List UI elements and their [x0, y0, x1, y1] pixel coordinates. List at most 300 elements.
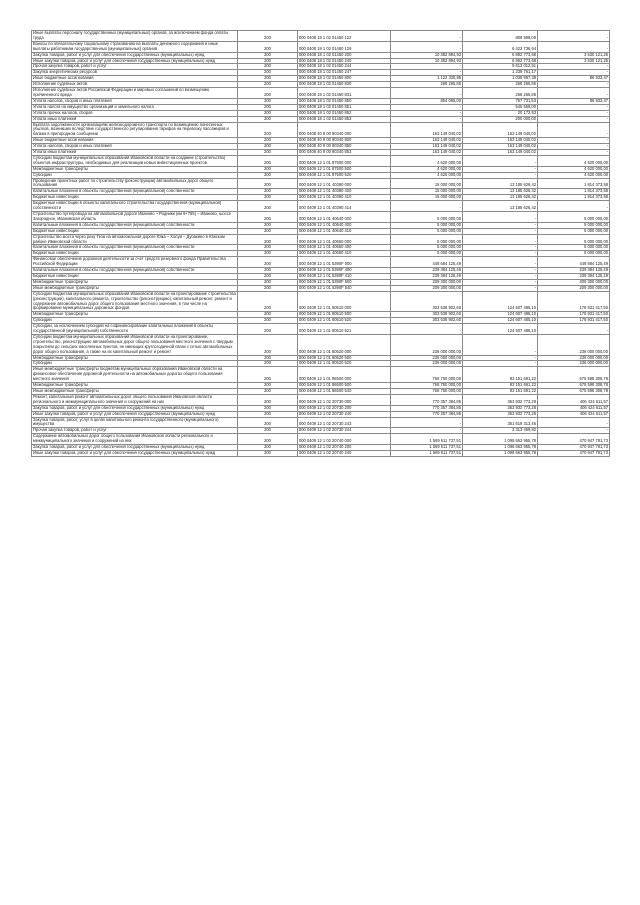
unexecuted-amount-cell: - — [538, 116, 610, 122]
executed-amount-cell: 20 172,53 — [463, 110, 538, 116]
row-code-cell: 200 — [238, 279, 298, 285]
budget-code-cell: 000 0408 40 9 00 90340 853 — [298, 150, 391, 156]
row-name-cell: Бюджетные инвестиции — [32, 195, 238, 201]
unexecuted-amount-cell: - — [538, 41, 610, 52]
row-name-cell: Бюджетные инвестиции в объекты капитального строительства государственной (муниципальной) собственности — [32, 201, 238, 212]
row-code-cell: 200 — [238, 234, 298, 245]
row-name-cell: Иные бюджетные ассигнования — [32, 76, 238, 82]
executed-amount-cell: 268 265,85 — [463, 88, 538, 99]
executed-amount-cell: 2 313 459,82 — [463, 428, 538, 434]
row-code-cell: 200 — [238, 228, 298, 234]
row-name-cell: Бюджетные инвестиции — [32, 228, 238, 234]
row-name-cell: Проведение проектных работ по строительству (реконструкции) автомобильных дорог общего пользования — [32, 178, 238, 189]
executed-amount-cell: 6 852 773,68 — [463, 58, 538, 64]
executed-amount-cell: 163 149 040,02 — [463, 138, 538, 144]
row-code-cell: 200 — [238, 268, 298, 274]
row-name-cell: Иные выплаты персоналу государственных (муниципальных) органов, за исключением фонда оплаты труда — [32, 31, 238, 42]
budget-code-cell: 000 0408 40 9 00 90340 800 — [298, 138, 391, 144]
table-row — [32, 178, 610, 189]
unexecuted-amount-cell: 1 814 373,58 — [538, 189, 610, 195]
executed-amount-cell: 124 607 485,10 — [463, 312, 538, 318]
executed-amount-cell: - — [463, 257, 538, 268]
row-name-cell: Капитальные вложения в объекты государственной (муниципальной) собственности — [32, 268, 238, 274]
row-code-cell: 200 — [238, 324, 298, 335]
row-name-cell: Субсидии бюджетам муниципальных образований Ивановской области на проектирование строительства (реконструкции), капитального ремонта, строительство (реконструкцию), капитальный ремонт, ремонт и содержание автомобильных дорог общего пользования местного значения, в том числе на формирование муниципальных дорожных фондов — [33, 291, 236, 311]
approved-amount-cell: - — [391, 70, 463, 76]
budget-code-cell: 000 0409 12 1 01 40390 000 — [298, 178, 391, 189]
executed-amount-cell: - — [463, 212, 538, 223]
executed-amount-cell: 361 619 313,46 — [463, 417, 538, 428]
approved-amount-cell: 5 000 000,00 — [391, 245, 463, 251]
executed-amount-cell: - — [463, 279, 538, 285]
row-name-cell: Ремонт, капитальный ремонт автомобильных дорог общего пользования Ивановской области регионального и межмуниципального значения и сооружений на них — [32, 394, 238, 405]
row-name-cell: Субсидии — [32, 318, 238, 324]
executed-amount-cell: - — [463, 268, 538, 274]
executed-amount-cell: 124 607 485,10 — [463, 291, 538, 312]
budget-code-cell: 000 0409 12 1 01 80520 000 — [298, 334, 391, 355]
row-name-cell: Закупка товаров, работ и услуг для обеспечения государственных (муниципальных) нужд — [32, 405, 238, 411]
row-code-cell: 200 — [238, 144, 298, 150]
row-code-cell: 200 — [238, 201, 298, 212]
row-code-cell: 200 — [238, 450, 298, 456]
row-name-cell: Уплата иных платежей — [32, 150, 238, 156]
row-code-cell: 200 — [238, 389, 298, 395]
budget-code-cell: 000 0409 12 1 01 86500 000 — [298, 367, 391, 383]
executed-amount-cell: 93 151 691,22 — [463, 389, 538, 395]
unexecuted-amount-cell: 406 424 611,57 — [538, 394, 610, 405]
budget-code-cell: 000 0408 40 9 00 90340 850 — [298, 144, 391, 150]
budget-code-cell: 000 0409 12 1 01 86500 540 — [298, 389, 391, 395]
row-name-cell: Иные межбюджетные трансферты — [32, 389, 238, 395]
approved-amount-cell: - — [391, 324, 463, 335]
executed-amount-cell: - — [463, 166, 538, 172]
budget-code-cell: 000 0408 18 1 02 01450 852 — [298, 110, 391, 116]
budget-code-cell: 000 0409 12 1 02 20740 240 — [298, 450, 391, 456]
unexecuted-amount-cell: - — [538, 144, 610, 150]
executed-amount-cell: 545 559,00 — [463, 104, 538, 110]
unexecuted-amount-cell: 239 384 125,49 — [538, 268, 610, 274]
approved-amount-cell: 239 384 125,49 — [391, 268, 463, 274]
unexecuted-amount-cell: 5 000 000,00 — [538, 212, 610, 223]
unexecuted-amount-cell: 406 424 611,57 — [538, 405, 610, 411]
row-code-cell: 200 — [238, 58, 298, 64]
budget-code-cell: 000 0408 18 1 02 01450 129 — [298, 41, 391, 52]
budget-code-cell: 000 0409 12 1 02 20730 000 — [298, 394, 391, 405]
executed-amount-cell: 363 932 773,28 — [463, 405, 538, 411]
approved-amount-cell: 768 750 000,00 — [391, 367, 463, 383]
row-code-cell: 200 — [238, 411, 298, 417]
row-name-cell: Межбюджетные трансферты — [32, 166, 238, 172]
unexecuted-amount-cell: - — [538, 82, 610, 88]
row-code-cell: 200 — [238, 76, 298, 82]
row-name-cell: Иные межбюджетные трансферты — [32, 285, 238, 291]
approved-amount-cell: 209 300 000,00 — [391, 285, 463, 291]
executed-amount-cell: 13 185 626,42 — [463, 189, 538, 195]
budget-code-cell: 000 0409 12 1 01 80520 520 — [298, 361, 391, 367]
executed-amount-cell: 6 423 736,64 — [463, 41, 538, 52]
approved-amount-cell: 236 000 000,00 — [391, 355, 463, 361]
executed-amount-cell: 1 098 663 955,78 — [463, 434, 538, 445]
row-name-cell: Уплата иных платежей — [32, 116, 238, 122]
unexecuted-amount-cell: 239 384 125,49 — [538, 273, 610, 279]
approved-amount-cell: 303 538 902,60 — [391, 318, 463, 324]
approved-amount-cell: 768 750 000,00 — [391, 389, 463, 395]
executed-amount-cell: 163 149 040,02 — [463, 150, 538, 156]
approved-amount-cell: 303 538 902,60 — [391, 312, 463, 318]
table-row — [32, 41, 610, 52]
approved-amount-cell: 303 538 902,60 — [391, 291, 463, 312]
row-name-cell: Капитальные вложения в объекты государственной (муниципальной) собственности — [32, 189, 238, 195]
executed-amount-cell: - — [463, 155, 538, 166]
approved-amount-cell: - — [391, 417, 463, 428]
table-row — [32, 104, 610, 110]
approved-amount-cell: 5 000 000,00 — [391, 234, 463, 245]
executed-amount-cell: - — [463, 228, 538, 234]
unexecuted-amount-cell: - — [538, 122, 610, 138]
budget-code-cell: 000 0409 12 1 01 87500 000 — [298, 155, 391, 166]
unexecuted-amount-cell: 5 000 000,00 — [538, 251, 610, 257]
row-name-cell: Закупка товаров, работ, услуг в целях капитального ремонта государственного (муниципального) имущества — [32, 417, 238, 428]
row-code-cell: 200 — [238, 88, 298, 99]
row-name-cell: Закупка энергетических ресурсов — [32, 70, 238, 76]
executed-amount-cell: 767 731,53 — [463, 98, 538, 104]
row-name-cell: Субсидии — [32, 172, 238, 178]
budget-code-cell: 000 0409 12 1 01 80510 521 — [298, 324, 391, 335]
executed-amount-cell: - — [463, 251, 538, 257]
unexecuted-amount-cell: 209 300 000,00 — [538, 285, 610, 291]
row-code-cell: 200 — [238, 189, 298, 195]
approved-amount-cell: 1 569 611 737,51 — [391, 450, 463, 456]
row-name-cell: Прочая закупка товаров, работ и услуг — [32, 428, 238, 434]
row-code-cell: 200 — [238, 273, 298, 279]
unexecuted-amount-cell: 5 000 000,00 — [538, 222, 610, 228]
approved-amount-cell: 239 384 125,49 — [391, 273, 463, 279]
executed-amount-cell: - — [463, 355, 538, 361]
budget-code-cell: 000 0409 12 1 01 40650 000 — [298, 234, 391, 245]
executed-amount-cell: 163 149 040,02 — [463, 122, 538, 138]
budget-code-cell: 000 0409 12 1 02 20730 243 — [298, 417, 391, 428]
approved-amount-cell: 163 149 040,02 — [391, 150, 463, 156]
budget-code-cell: 000 0408 18 1 02 01450 831 — [298, 88, 391, 99]
row-name-cell: Закупка товаров, работ и услуг для обеспечения государственных (муниципальных) нужд — [32, 445, 238, 451]
unexecuted-amount-cell: 236 000 000,00 — [538, 361, 610, 367]
unexecuted-amount-cell: 675 598 308,78 — [538, 367, 610, 383]
approved-amount-cell: 15 000 000,00 — [391, 178, 463, 189]
approved-amount-cell: 5 000 000,00 — [391, 212, 463, 223]
row-name-cell: Уплата прочих налогов, сборов — [32, 110, 238, 116]
approved-amount-cell: - — [391, 110, 463, 116]
row-name-cell: Уплата налогов, сборов и иных платежей — [32, 144, 238, 150]
row-code-cell: 200 — [238, 355, 298, 361]
budget-code-cell: 000 0408 18 1 02 01450 244 — [298, 64, 391, 70]
approved-amount-cell: 4 620 000,00 — [391, 172, 463, 178]
row-name-cell: Субсидии — [32, 361, 238, 367]
approved-amount-cell: - — [391, 116, 463, 122]
approved-amount-cell: 15 000 000,00 — [391, 195, 463, 201]
executed-amount-cell: 809 598,09 — [463, 31, 538, 42]
budget-code-cell: 000 0409 12 1 01 40640 000 — [298, 212, 391, 223]
table-row — [32, 234, 610, 245]
approved-amount-cell: 5 000 000,00 — [391, 222, 463, 228]
row-code-cell: 200 — [238, 212, 298, 223]
row-code-cell: 200 — [238, 122, 298, 138]
row-name-cell: Уплата налогов, сборов и иных платежей — [32, 98, 238, 104]
budget-code-cell: 000 0408 18 1 02 01450 240 — [298, 58, 391, 64]
approved-amount-cell: - — [391, 41, 463, 52]
row-code-cell: 200 — [238, 285, 298, 291]
row-code-cell: 200 — [238, 41, 298, 52]
unexecuted-amount-cell: 86 933,47 — [538, 76, 610, 82]
table-row — [32, 52, 610, 58]
approved-amount-cell: 854 065,00 — [391, 98, 463, 104]
executed-amount-cell: 363 932 773,28 — [463, 394, 538, 405]
row-code-cell: 200 — [238, 428, 298, 434]
budget-code-cell: 000 0409 12 1 02 20730 244 — [298, 428, 391, 434]
row-name-cell: Закупка товаров, работ и услуг для обеспечения государственных (муниципальных) нужд — [32, 52, 238, 58]
row-code-cell: 200 — [238, 222, 298, 228]
unexecuted-amount-cell: 1 814 373,58 — [538, 195, 610, 201]
budget-code-cell: 000 0409 12 1 01 87500 520 — [298, 172, 391, 178]
budget-code-cell: 000 0409 12 1 01 5390F 540 — [298, 285, 391, 291]
approved-amount-cell: 5 000 000,00 — [391, 228, 463, 234]
unexecuted-amount-cell: 178 931 417,50 — [538, 291, 610, 312]
budget-code-cell: 000 0409 12 1 01 40390 410 — [298, 195, 391, 201]
row-name-cell: Бюджетные инвестиции — [32, 251, 238, 257]
budget-code-cell: 000 0408 18 1 02 01450 853 — [298, 116, 391, 122]
approved-amount-cell: - — [391, 64, 463, 70]
row-name-cell: Капитальные вложения в объекты государственной (муниципальной) собственности — [32, 222, 238, 228]
row-name-cell: Выплата задолженности организациям железнодорожного транспорта по возмещению понесенных убытков, возникших вследствие государственного регулирования тарифов на перевозку пассажиров и багажа в пригородном сообщении — [32, 122, 238, 138]
row-name-cell: Иные бюджетные ассигнования — [32, 138, 238, 144]
approved-amount-cell: 209 300 000,00 — [391, 279, 463, 285]
unexecuted-amount-cell: 470 947 781,73 — [538, 445, 610, 451]
row-code-cell: 200 — [238, 98, 298, 104]
table-row — [32, 367, 610, 383]
unexecuted-amount-cell: 5 000 000,00 — [538, 228, 610, 234]
table-row — [32, 58, 610, 64]
unexecuted-amount-cell: - — [538, 324, 610, 335]
unexecuted-amount-cell: - — [538, 110, 610, 116]
unexecuted-amount-cell: 236 000 000,00 — [538, 334, 610, 355]
unexecuted-amount-cell: 3 530 121,25 — [538, 58, 610, 64]
row-name-cell: Капитальные вложения в объекты государственной (муниципальной) собственности — [32, 245, 238, 251]
budget-code-cell: 000 0409 12 1 01 80510 520 — [298, 318, 391, 324]
row-code-cell: 200 — [238, 110, 298, 116]
executed-amount-cell: 268 265,85 — [463, 82, 538, 88]
approved-amount-cell: 770 357 384,85 — [391, 411, 463, 417]
budget-code-cell: 000 0408 18 1 02 01450 830 — [298, 82, 391, 88]
table-row — [32, 411, 610, 417]
unexecuted-amount-cell: 4 620 000,00 — [538, 166, 610, 172]
approved-amount-cell: 10 382 894,93 — [391, 58, 463, 64]
executed-amount-cell: 13 185 626,42 — [463, 201, 538, 212]
executed-amount-cell: 163 149 040,02 — [463, 144, 538, 150]
executed-amount-cell: 200 000,00 — [463, 116, 538, 122]
row-code-cell: 200 — [238, 318, 298, 324]
unexecuted-amount-cell: 675 598 308,78 — [538, 389, 610, 395]
unexecuted-amount-cell: - — [538, 428, 610, 434]
row-code-cell: 200 — [238, 195, 298, 201]
budget-code-cell: 000 0409 12 1 01 40390 414 — [298, 201, 391, 212]
unexecuted-amount-cell: - — [538, 417, 610, 428]
row-name-cell: Межбюджетные трансферты — [32, 355, 238, 361]
row-name-cell: Взносы по обязательному социальному страхованию на выплаты денежного содержания и иные выплаты работникам государственных (муниципальных) органов — [32, 41, 238, 52]
approved-amount-cell: - — [391, 201, 463, 212]
approved-amount-cell: - — [391, 88, 463, 99]
budget-code-cell: 000 0408 18 1 02 01450 247 — [298, 70, 391, 76]
table-row — [32, 291, 610, 312]
executed-amount-cell: 1 098 663 955,78 — [463, 450, 538, 456]
table-row — [32, 88, 610, 99]
budget-code-cell: 000 0409 12 1 01 5390F 410 — [298, 273, 391, 279]
row-name-cell: Иные межбюджетные трансферты бюджетам муниципальных образований Ивановской области на финансовое обеспечение дорожной деятельности на автомобильных дорогах общего пользования местного значения — [32, 367, 238, 383]
row-name-cell: Иные закупки товаров, работ и услуг для обеспечения государственных (муниципальных) нужд — [32, 58, 238, 64]
executed-amount-cell: - — [463, 361, 538, 367]
approved-amount-cell: - — [391, 428, 463, 434]
executed-amount-cell: - — [463, 245, 538, 251]
budget-code-cell: 000 0408 18 1 02 01450 850 — [298, 98, 391, 104]
approved-amount-cell: 163 149 040,02 — [391, 138, 463, 144]
row-name-cell: Прочая закупка товаров, работ и услуг — [32, 64, 238, 70]
approved-amount-cell: 1 569 611 737,51 — [391, 434, 463, 445]
table-row — [32, 122, 610, 138]
unexecuted-amount-cell: - — [538, 31, 610, 42]
approved-amount-cell: 268 265,85 — [391, 82, 463, 88]
table-row — [32, 189, 610, 195]
approved-amount-cell: 448 684 125,49 — [391, 257, 463, 268]
unexecuted-amount-cell: 178 931 417,50 — [538, 312, 610, 318]
executed-amount-cell: 6 892 773,68 — [463, 52, 538, 58]
row-name-cell: Исполнение судебных актов — [32, 82, 238, 88]
unexecuted-amount-cell: 178 931 417,50 — [538, 318, 610, 324]
executed-amount-cell: 1 035 997,38 — [463, 76, 538, 82]
row-code-cell: 200 — [238, 70, 298, 76]
row-code-cell: 200 — [238, 417, 298, 428]
row-name-cell: Иные закупки товаров, работ и услуг для обеспечения государственных (муниципальных) нужд — [32, 450, 238, 456]
unexecuted-amount-cell: 470 947 781,73 — [538, 450, 610, 456]
unexecuted-amount-cell: 86 933,47 — [538, 98, 610, 104]
row-name-cell: Бюджетные инвестиции — [32, 273, 238, 279]
unexecuted-amount-cell: 5 000 000,00 — [538, 245, 610, 251]
budget-code-cell: 000 0409 12 1 02 20730 240 — [298, 411, 391, 417]
executed-amount-cell: 1 098 663 955,78 — [463, 445, 538, 451]
budget-code-cell: 000 0408 40 9 00 90340 000 — [298, 122, 391, 138]
row-code-cell: 200 — [238, 367, 298, 383]
budget-execution-table — [31, 30, 610, 457]
approved-amount-cell: 770 357 384,85 — [391, 394, 463, 405]
table-body — [32, 31, 610, 457]
budget-code-cell: 000 0409 12 1 01 80510 000 — [298, 291, 391, 312]
approved-amount-cell: 236 000 000,00 — [391, 361, 463, 367]
row-name-cell: Содержание автомобильных дорог общего пользования Ивановской области регионального и межмуниципального значения и сооружений на них — [32, 434, 238, 445]
table-row — [32, 334, 610, 355]
budget-code-cell: 000 0409 12 1 02 20740 200 — [298, 445, 391, 451]
table-row — [32, 394, 610, 405]
executed-amount-cell: - — [463, 334, 538, 355]
budget-code-cell: 000 0408 18 1 02 01450 800 — [298, 76, 391, 82]
executed-amount-cell: 93 151 691,22 — [463, 367, 538, 383]
budget-code-cell: 000 0409 12 1 01 5390F 400 — [298, 268, 391, 274]
budget-code-cell: 000 0409 12 1 01 80510 500 — [298, 312, 391, 318]
unexecuted-amount-cell: 3 530 121,25 — [538, 52, 610, 58]
row-code-cell: 200 — [238, 52, 298, 58]
budget-code-cell: 000 0408 18 1 02 01450 200 — [298, 52, 391, 58]
executed-amount-cell: 13 185 626,42 — [463, 195, 538, 201]
unexecuted-amount-cell: 5 000 000,00 — [538, 234, 610, 245]
approved-amount-cell: - — [391, 104, 463, 110]
unexecuted-amount-cell: 4 620 000,00 — [538, 155, 610, 166]
unexecuted-amount-cell: - — [538, 150, 610, 156]
budget-code-cell: 000 0409 12 1 01 40390 400 — [298, 189, 391, 195]
row-code-cell: 200 — [238, 405, 298, 411]
approved-amount-cell: 4 620 000,00 — [391, 155, 463, 166]
budget-code-cell: 000 0409 12 1 01 40640 400 — [298, 222, 391, 228]
table-row — [32, 445, 610, 451]
executed-amount-cell: 13 185 626,42 — [463, 178, 538, 189]
unexecuted-amount-cell: - — [538, 88, 610, 99]
executed-amount-cell: - — [463, 172, 538, 178]
approved-amount-cell: 1 569 611 737,51 — [391, 445, 463, 451]
budget-code-cell: 000 0409 12 1 01 40650 400 — [298, 245, 391, 251]
approved-amount-cell: 15 000 000,00 — [391, 189, 463, 195]
row-code-cell: 200 — [238, 116, 298, 122]
row-code-cell: 200 — [238, 138, 298, 144]
row-name-cell: Строительство путепровода на автомобильной дороге Иваново – Родники (км 9+765) – Иваново, шоссе Загородное, Ивановская область — [32, 212, 238, 223]
table-row — [32, 201, 610, 212]
executed-amount-cell: - — [463, 273, 538, 279]
row-name-cell: Межбюджетные трансферты — [32, 279, 238, 285]
row-name-cell: Субсидии, за исключением субсидий на софинансирование капитальных вложений в объекты государственной (муниципальной) собственности — [32, 324, 238, 335]
unexecuted-amount-cell: 470 947 781,73 — [538, 434, 610, 445]
row-code-cell: 200 — [238, 445, 298, 451]
row-code-cell: 200 — [238, 251, 298, 257]
row-name-cell: Субсидии бюджетам муниципальных образований Ивановской области на проектирование, строительство, реконструкцию автомобильных дорог общего пользования местного значения с твердым покрытием до сельских населенных пунктов, не имеющих круглогодичной связи с сетью автомобильных дорог общего пользования, а также на их капитальный ремонт и ремонт — [32, 334, 238, 355]
approved-amount-cell: 4 620 000,00 — [391, 166, 463, 172]
row-code-cell: 200 — [238, 394, 298, 405]
row-name-cell: Исполнение судебных актов Российской Федерации и мировых соглашений по возмещению причиненного вреда — [32, 88, 238, 99]
approved-amount-cell: 163 149 040,02 — [391, 122, 463, 138]
row-code-cell: 200 — [238, 104, 298, 110]
budget-code-cell: 000 0409 12 1 01 5390F 500 — [298, 279, 391, 285]
budget-code-cell: 000 0409 12 1 01 80520 500 — [298, 355, 391, 361]
budget-code-cell: 000 0409 12 1 01 5390F 000 — [298, 257, 391, 268]
row-code-cell: 200 — [238, 245, 298, 251]
unexecuted-amount-cell: - — [538, 138, 610, 144]
row-code-cell: 200 — [238, 291, 298, 312]
row-name-cell: Иные закупки товаров, работ и услуг для обеспечения государственных (муниципальных) нужд — [32, 411, 238, 417]
row-name-cell: Межбюджетные трансферты — [32, 383, 238, 389]
executed-amount-cell: 124 607 485,10 — [463, 318, 538, 324]
row-name-cell: Строительство моста через реку Теза на автомобильной дороге Южа – Холуй – Дубакино в Южском районе Ивановской области — [32, 234, 238, 245]
unexecuted-amount-cell: 4 620 000,00 — [538, 172, 610, 178]
budget-code-cell: 000 0409 12 1 02 20730 200 — [298, 405, 391, 411]
table-row — [32, 324, 610, 335]
unexecuted-amount-cell: 675 598 308,78 — [538, 383, 610, 389]
unexecuted-amount-cell: - — [538, 64, 610, 70]
row-code-cell: 200 — [238, 178, 298, 189]
executed-amount-cell: 93 151 691,22 — [463, 383, 538, 389]
budget-code-cell: 000 0409 12 1 01 86500 500 — [298, 383, 391, 389]
row-code-cell: 200 — [238, 361, 298, 367]
row-code-cell: 200 — [238, 257, 298, 268]
executed-amount-cell: 1 239 761,17 — [463, 70, 538, 76]
unexecuted-amount-cell: 448 684 125,49 — [538, 257, 610, 268]
table-row — [32, 31, 610, 42]
table-row — [32, 417, 610, 428]
approved-amount-cell: 236 000 000,00 — [391, 334, 463, 355]
table-row — [32, 257, 610, 268]
approved-amount-cell: 10 382 894,93 — [391, 52, 463, 58]
